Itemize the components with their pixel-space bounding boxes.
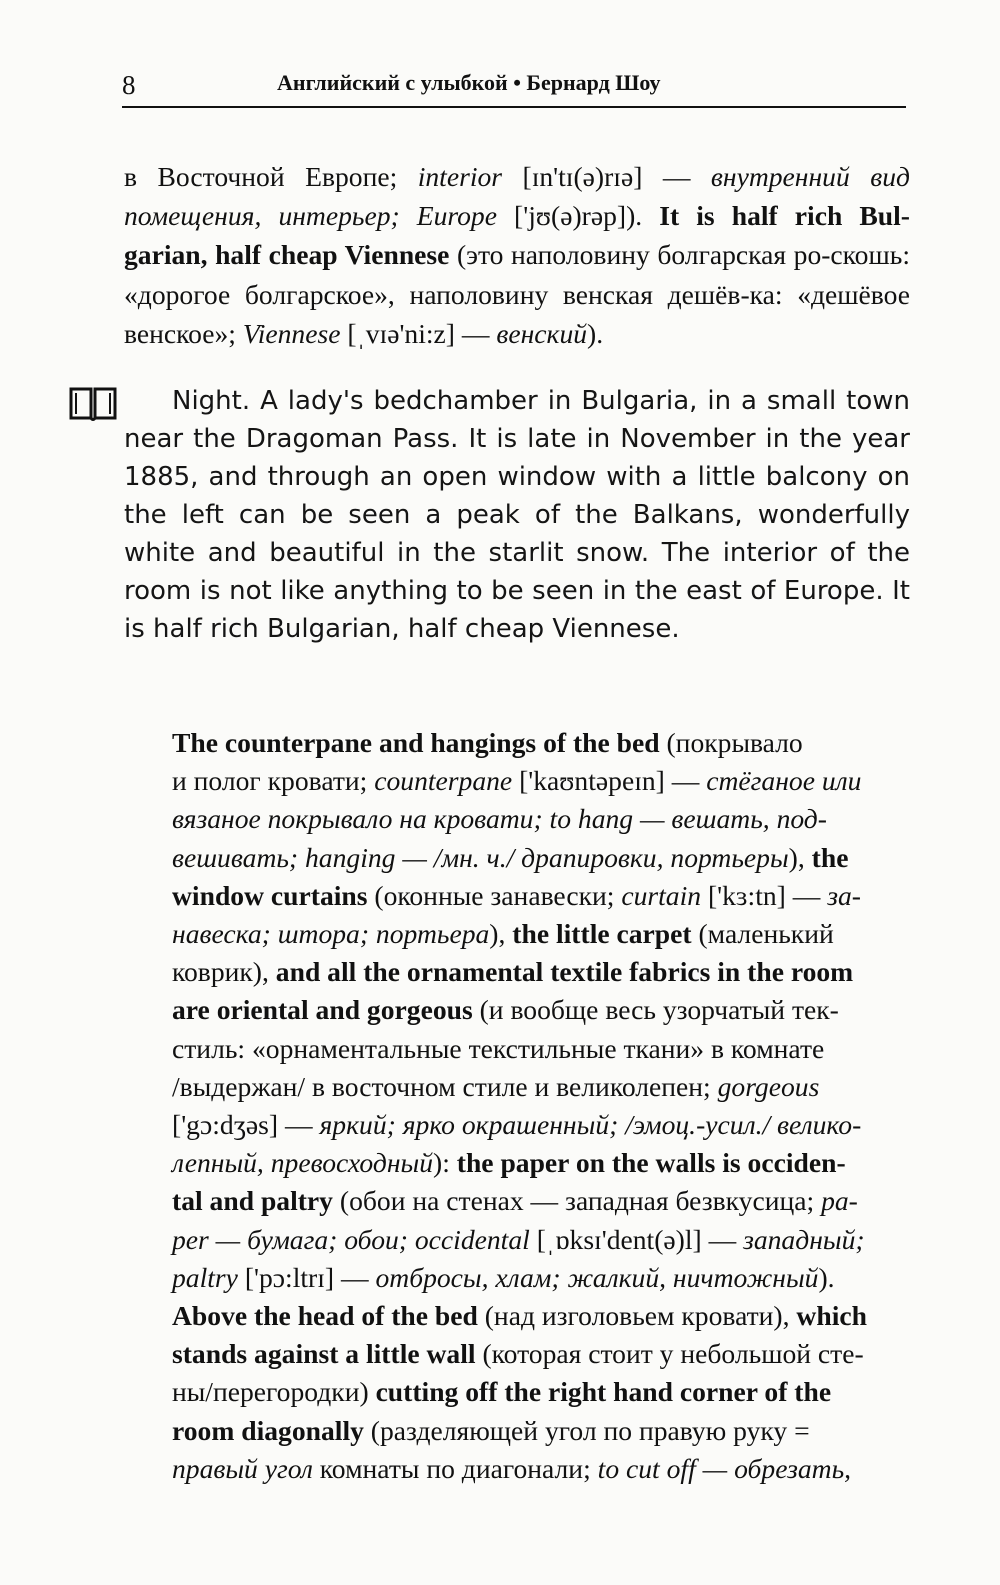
text-line: [124, 1297, 910, 1335]
text-run: per — бумага; обои; occidental: [172, 1223, 530, 1255]
text-line: [124, 1412, 910, 1450]
text-run: (это наполовину болгарская ро-скошь: «дорогое болгарское», наполовину венская дешёв-ка: «дешёвое венское»;: [124, 239, 910, 349]
text-run: are oriental and gorgeous: [172, 994, 473, 1026]
text-line: [124, 877, 910, 915]
text-line: [124, 800, 910, 838]
text-line: [124, 839, 910, 877]
text-run: (над изголовьем кровати),: [477, 1300, 797, 1332]
open-book-icon: [68, 386, 118, 422]
text-run: (маленький: [691, 918, 834, 950]
text-run: в Восточной Европе;: [124, 161, 418, 192]
running-title: Английский с улыбкой • Бернард Шоу: [277, 70, 661, 95]
text-run: навеска; штора; портьера: [172, 918, 490, 950]
original-text-paragraph: Night. A lady's bedchamber in Bulgaria, in a small town near the Dragoman Pass. It is late in November in the year 1885, and through an open window with a little balcony on the left can be seen a peak of the Balkans, wonderfully white and beautiful in the starlit snow. The interior of the room is not like anything to be seen in the east of Europe. It is half rich Bulgarian, half cheap Viennese.: [124, 386, 910, 644]
text-run: counterpane: [374, 765, 513, 797]
commentary-paragraph-2: [124, 724, 910, 1488]
text-run: Above the head of the bed: [172, 1300, 478, 1332]
text-run: pa-: [821, 1185, 858, 1217]
text-run: вязаное покрывало на кровати; to hang — вешать, под-: [172, 803, 827, 835]
text-run: внутренний вид помещения, интерьер; Europe: [124, 161, 910, 232]
page-number: 8: [122, 70, 136, 100]
text-run: cutting off the right hand corner of the: [375, 1376, 832, 1408]
text-line: [124, 1068, 910, 1106]
text-run: the: [811, 841, 849, 873]
text-line: [124, 1450, 910, 1488]
page-header: [122, 60, 906, 108]
text-run: коврик),: [172, 956, 276, 988]
text-run: (и вообще весь узорчатый тек-: [472, 994, 839, 1026]
text-run: за-: [827, 879, 861, 911]
text-run: [ˌvɪə'ni:z] —: [340, 317, 497, 349]
text-line: [124, 1144, 910, 1182]
text-line: [124, 1373, 910, 1411]
text-run: (обои на стенах — западная безвкусица;: [332, 1185, 822, 1217]
text-run: [ˌɒksɪ'dent(ə)l] —: [529, 1223, 744, 1255]
text-line: [124, 1259, 910, 1297]
text-run: ):: [433, 1147, 457, 1179]
text-run: /выдержан/ в восточном стиле и великолепен;: [172, 1070, 718, 1102]
text-run: The counterpane and hangings of the bed: [172, 727, 660, 758]
text-line: [124, 1221, 910, 1259]
text-run: to cut off — обрезать,: [597, 1452, 852, 1484]
text-run: [ɪn'tɪ(ə)rɪə] —: [502, 161, 711, 192]
text-line: [124, 1030, 910, 1068]
text-run: комнаты по диагонали;: [312, 1452, 598, 1484]
text-run: paltry: [172, 1261, 238, 1293]
text-run: Viennese: [242, 317, 341, 349]
text-run: западный;: [743, 1223, 865, 1255]
text-run: ['kaʊntəpeɪn] —: [512, 765, 707, 797]
text-run: and all the ornamental textile fabrics in the room: [275, 956, 854, 988]
text-run: the little carpet: [512, 918, 692, 950]
text-run: яркий; ярко окрашенный; /эмоц.-усил./ велико-: [319, 1109, 862, 1141]
text-line: [124, 1182, 910, 1220]
text-run: ),: [489, 918, 513, 950]
text-run: interior: [417, 161, 503, 192]
text-run: лепный, превосходный: [172, 1147, 433, 1179]
text-run: отбросы, хлам; жалкий, ничтожный: [375, 1261, 819, 1293]
text-run: ).: [587, 317, 604, 349]
text-line: [124, 1335, 910, 1373]
commentary-paragraph-1: [124, 157, 910, 353]
text-run: (оконные занавески;: [367, 879, 622, 911]
text-run: gorgeous: [717, 1070, 820, 1102]
text-run: (которая стоит у небольшой сте-: [475, 1338, 864, 1370]
text-run: curtain: [621, 879, 702, 911]
text-run: window curtains: [172, 879, 368, 911]
text-line: [124, 1106, 910, 1144]
text-run: which: [796, 1300, 867, 1332]
text-run: (разделяющей угол по правую руку =: [363, 1414, 810, 1446]
text-run: It is half rich Bul-garian, half cheap Viennese: [124, 200, 910, 271]
text-run: the paper on the walls is occiden-: [456, 1147, 846, 1179]
text-run: стёганое или: [706, 765, 862, 797]
text-run: ),: [788, 841, 812, 873]
text-run: ны/перегородки): [172, 1376, 376, 1408]
text-line: [124, 953, 910, 991]
text-run: и полог кровати;: [172, 765, 375, 797]
text-run: room diagonally: [172, 1414, 364, 1446]
text-run: stands against a little wall: [172, 1338, 476, 1370]
text-run: правый угол: [172, 1452, 313, 1484]
text-run: ['jʊ(ə)rəp]).: [496, 200, 660, 232]
text-line: [124, 724, 910, 762]
text-run: ['gɔ:dʒəs] —: [172, 1109, 320, 1141]
text-run: ['kɜ:tn] —: [701, 879, 828, 911]
text-run: (покрывало: [659, 727, 803, 758]
text-run: вешивать; hanging — /мн. ч./ драпировки, портьеры: [172, 841, 789, 873]
text-run: венский: [496, 317, 588, 349]
text-line: [124, 762, 910, 800]
text-run: стиль: «орнаментальные текстильные ткани» в комнате: [172, 1032, 825, 1064]
text-run: tal and paltry: [172, 1185, 333, 1217]
text-run: ).: [818, 1261, 835, 1293]
text-line: [124, 991, 910, 1029]
text-run: ['pɔ:ltrɪ] —: [237, 1261, 376, 1293]
text-line: [124, 915, 910, 953]
